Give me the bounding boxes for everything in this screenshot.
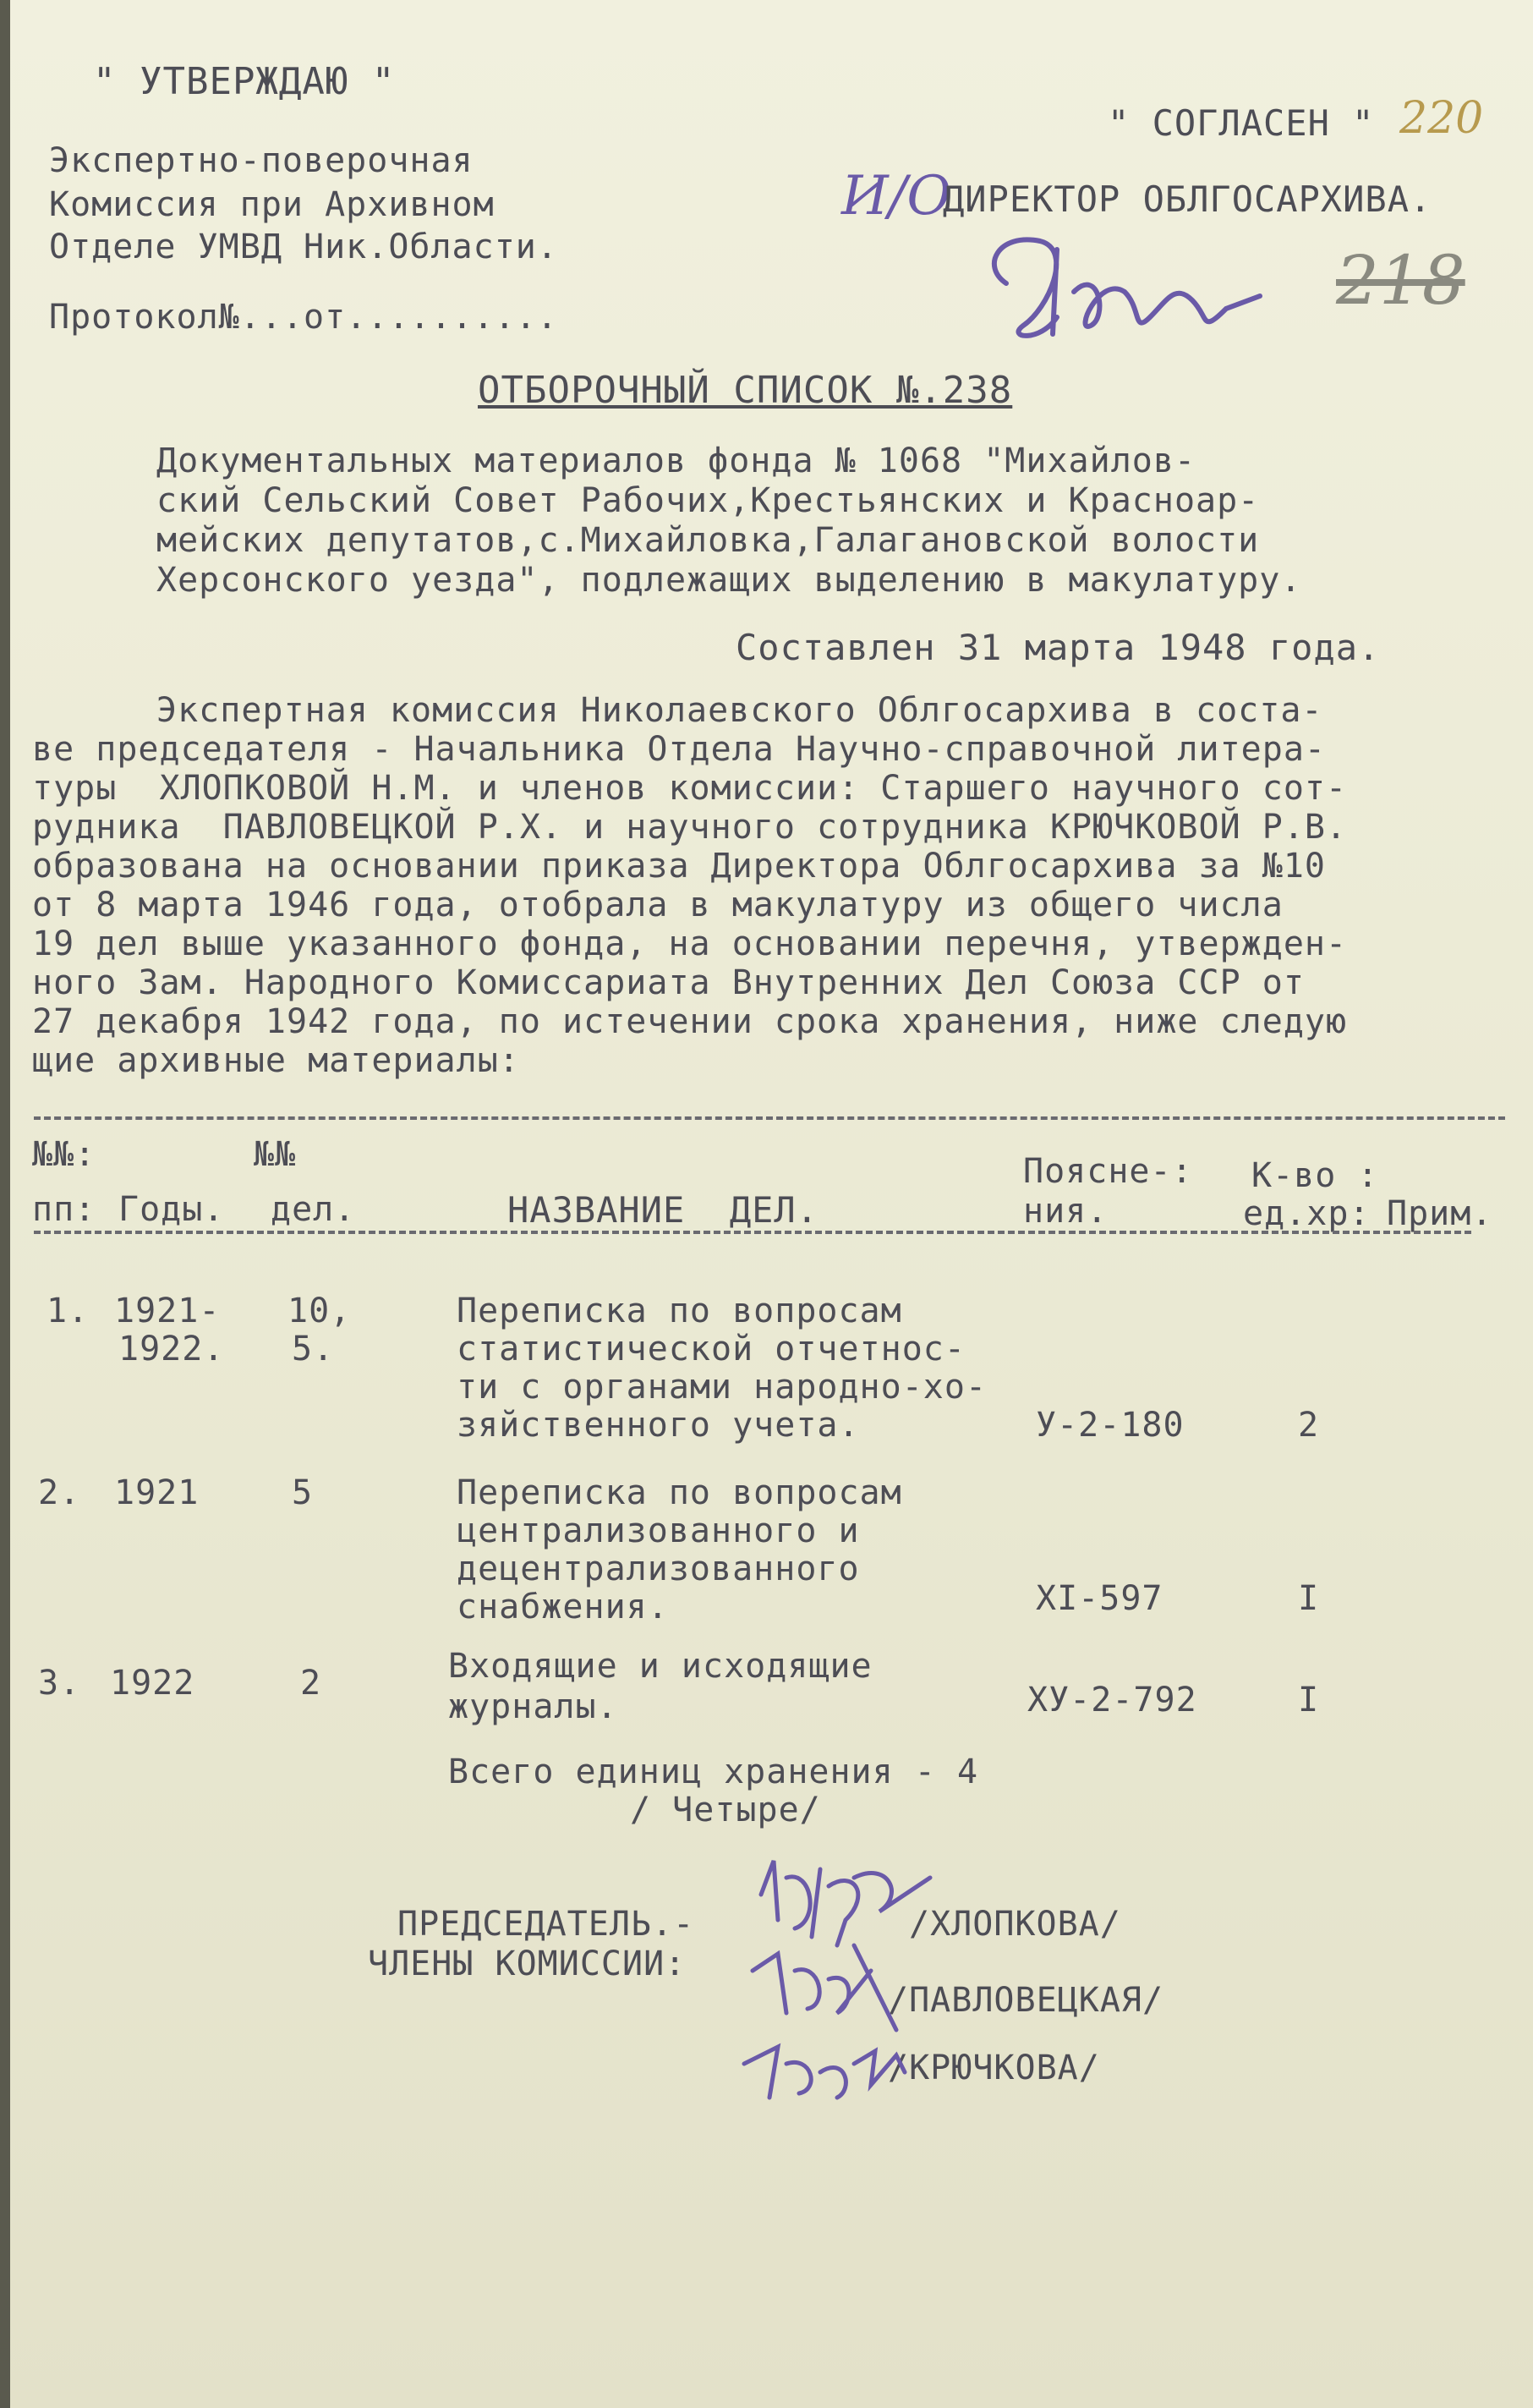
crossed-sheet-number: 218 [1336, 241, 1465, 320]
protocol-line: Протокол№...от.......... [49, 298, 558, 337]
header-num-line-2: пп: [32, 1190, 96, 1229]
row-1-cases-2: 5. [292, 1330, 335, 1369]
description-line-3: мейских депутатов,с.Михайловка,Галагановской волости [156, 521, 1260, 560]
header-years: Годы. [118, 1190, 225, 1229]
description-line-1: Документальных материалов фонда № 1068 "Михайлов- [156, 442, 1196, 480]
row-3-count: I [1298, 1681, 1320, 1720]
approved-line-1: Экспертно-поверочная [49, 141, 474, 180]
signature-name-2: /ПАВЛОВЕЦКАЯ/ [888, 1981, 1164, 2020]
header-remark: Прим. [1387, 1194, 1493, 1233]
row-3-cases-1: 2 [300, 1664, 322, 1703]
row-1-name-1: Переписка по вопросам [457, 1292, 902, 1330]
row-2-num: 2. [38, 1473, 81, 1512]
row-2-note: XI-597 [1036, 1579, 1163, 1618]
row-1-cases-1: 10, [287, 1292, 352, 1330]
header-name: НАЗВАНИЕ ДЕЛ. [507, 1189, 819, 1231]
compiled-date: Составлен 31 марта 1948 года. [736, 627, 1381, 668]
row-3-num: 3. [38, 1664, 81, 1703]
row-1-name-3: ти с органами народно-хо- [457, 1368, 988, 1407]
row-1-name-4: зяйственного учета. [457, 1406, 860, 1445]
row-1-years-2: 1922. [118, 1330, 225, 1369]
signature-name-1: /ХЛОПКОВА/ [909, 1905, 1121, 1944]
body-line-4: рудника ПАВЛОВЕЦКОЙ Р.Х. и научного сотрудника КРЮЧКОВОЙ Р.В. [32, 808, 1348, 847]
total-units: Всего единиц хранения - 4 [448, 1753, 979, 1791]
table-top-separator [34, 1116, 1505, 1120]
header-count-line-2: ед.хр: [1243, 1194, 1371, 1233]
approved-line-3: Отделе УМВД Ник.Области. [49, 228, 558, 266]
row-1-years-1: 1921- [114, 1292, 221, 1330]
archive-sheet-number: 220 [1399, 93, 1484, 144]
row-3-name-1: Входящие и исходящие [448, 1647, 873, 1686]
description-line-4: Херсонского уезда", подлежащих выделению в макулатуру. [156, 561, 1302, 600]
row-2-count: I [1298, 1579, 1320, 1618]
row-2-name-1: Переписка по вопросам [457, 1473, 902, 1512]
body-line-9: 27 декабря 1942 года, по истечении срока хранения, ниже следую [32, 1002, 1348, 1041]
scan-edge [0, 0, 10, 2408]
body-line-8: ного Зам. Народного Комиссариата Внутренних Дел Союза ССР от [32, 963, 1305, 1002]
approved-label: " УТВЕРЖДАЮ " [93, 60, 396, 103]
members-label: ЧЛЕНЫ КОМИССИИ: [368, 1945, 687, 1983]
row-3-name-2: журналы. [448, 1687, 618, 1726]
body-line-3: туры ХЛОПКОВОЙ Н.М. и членов комиссии: Старшего научного сот- [32, 769, 1348, 808]
row-2-cases-1: 5 [292, 1473, 314, 1512]
body-line-1: Экспертная комиссия Николаевского Облгосархива в соста- [156, 691, 1323, 730]
row-1-num: 1. [47, 1292, 90, 1330]
signature-name-3: /КРЮЧКОВА/ [888, 2049, 1100, 2087]
body-line-5: образована на основании приказа Директора Облгосархива за №10 [32, 847, 1327, 886]
header-count-line-1: К-во : [1251, 1156, 1379, 1195]
director-line: ДИРЕКТОР ОБЛГОСАРХИВА. [943, 178, 1432, 220]
header-cases-line-1: №№ [254, 1135, 297, 1174]
approved-line-2: Комиссия при Архивном [49, 185, 495, 224]
body-line-10: щие архивные материалы: [32, 1041, 520, 1080]
description-line-2: ский Сельский Совет Рабочих,Крестьянских и Красноар- [156, 481, 1260, 520]
chairman-label: ПРЕДСЕДАТЕЛЬ.- [397, 1905, 695, 1944]
members-signatures [727, 1844, 947, 2115]
row-1-note: У-2-180 [1036, 1406, 1185, 1445]
row-2-name-3: децентрализованного [457, 1550, 860, 1588]
body-line-7: 19 дел выше указанного фонда, на основании перечня, утвержден- [32, 924, 1348, 963]
header-underline [34, 1231, 1471, 1234]
document-title: ОТБОРОЧНЫЙ СПИСОК №.238 [478, 369, 1013, 412]
total-units-words: / Четыре/ [630, 1791, 821, 1829]
row-2-name-4: снабжения. [457, 1588, 669, 1626]
row-1-count: 2 [1298, 1406, 1320, 1445]
row-2-name-2: централизованного и [457, 1511, 860, 1550]
header-notes-line-1: Поясне-: [1023, 1152, 1193, 1191]
director-signature [972, 216, 1268, 359]
agreed-label: " СОГЛАСЕН " [1108, 102, 1375, 144]
body-line-6: от 8 марта 1946 года, отобрала в макулатуру из общего числа [32, 886, 1284, 924]
body-line-2: ве председателя - Начальника Отдела Научно-справочной литера- [32, 730, 1327, 769]
row-2-years-1: 1921 [114, 1473, 200, 1512]
header-notes-line-2: ния. [1023, 1192, 1109, 1231]
acting-prefix-handwritten: И/О [841, 165, 951, 228]
row-3-years-1: 1922 [110, 1664, 195, 1703]
row-3-note: ХУ-2-792 [1027, 1681, 1197, 1720]
header-num-line-1: №№: [32, 1135, 96, 1174]
row-1-name-2: статистической отчетнос- [457, 1330, 966, 1369]
header-cases-line-2: дел. [271, 1190, 356, 1229]
